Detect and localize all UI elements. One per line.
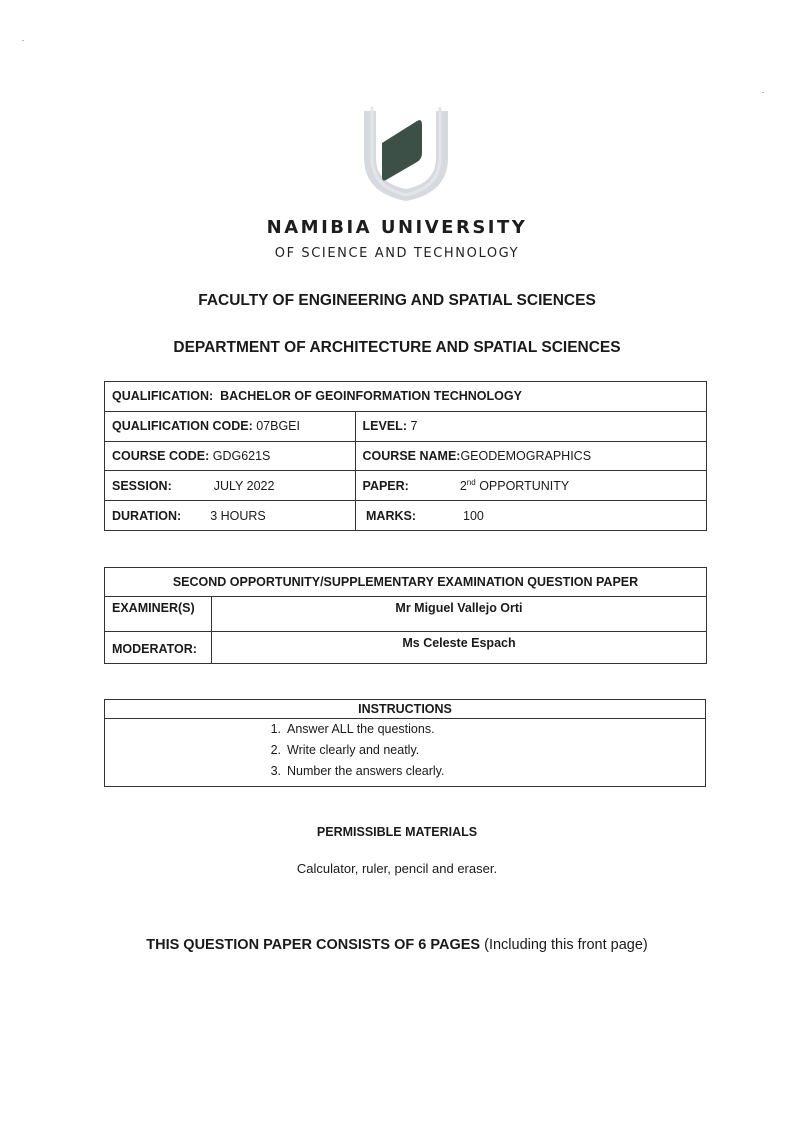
page-count-bold: THIS QUESTION PAPER CONSISTS OF 6 PAGES bbox=[146, 937, 481, 953]
qualification-table bbox=[104, 381, 707, 531]
duration-label: DURATION: bbox=[112, 508, 182, 523]
session-label: SESSION: bbox=[112, 478, 172, 493]
duration-cell bbox=[105, 501, 356, 531]
marks-label: MARKS: bbox=[366, 508, 417, 523]
page-count-note bbox=[0, 937, 794, 953]
scan-speck bbox=[22, 40, 24, 41]
marks-value: 100 bbox=[463, 508, 484, 523]
permissible-materials-title: PERMISSIBLE MATERIALS bbox=[316, 825, 478, 839]
qualification-row bbox=[105, 382, 707, 412]
qualification-cell bbox=[105, 382, 707, 412]
moderator-label: MODERATOR: bbox=[105, 632, 212, 664]
university-name: NAMIBIA UNIVERSITY bbox=[266, 217, 528, 238]
course-name-cell bbox=[355, 441, 706, 471]
instructions-box bbox=[104, 699, 706, 787]
exam-title-row bbox=[105, 568, 707, 597]
examination-table bbox=[104, 567, 707, 664]
examiner-value: Mr Miguel Vallejo Orti bbox=[211, 597, 706, 632]
instruction-number: 3. bbox=[270, 764, 281, 778]
duration-value: 3 HOURS bbox=[210, 508, 266, 523]
session-row bbox=[105, 471, 707, 501]
course-row bbox=[105, 441, 707, 471]
instruction-item bbox=[255, 719, 444, 740]
university-logo bbox=[360, 103, 452, 203]
course-name-label: COURSE NAME: bbox=[362, 448, 461, 463]
qualification-code-value: 07BGEI bbox=[256, 419, 300, 434]
level-value: 7 bbox=[410, 419, 418, 434]
scan-speck bbox=[762, 92, 764, 93]
examiner-row bbox=[105, 597, 707, 632]
instruction-number: 1. bbox=[270, 722, 281, 736]
instructions-list bbox=[255, 719, 444, 782]
department-heading: DEPARTMENT OF ARCHITECTURE AND SPATIAL SCIENCES bbox=[173, 339, 621, 356]
examiner-label: EXAMINER(S) bbox=[105, 597, 212, 632]
qualification-code-row bbox=[105, 411, 707, 441]
qualification-code-label: QUALIFICATION CODE: bbox=[112, 419, 253, 434]
paper-value-rest: OPPORTUNITY bbox=[479, 479, 570, 494]
duration-row bbox=[105, 501, 707, 531]
session-value: JULY 2022 bbox=[213, 478, 275, 493]
page-count-rest: (Including this front page) bbox=[484, 937, 648, 953]
instruction-text: Number the answers clearly. bbox=[287, 764, 445, 778]
level-cell bbox=[355, 411, 706, 441]
exam-title: SECOND OPPORTUNITY/SUPPLEMENTARY EXAMINATION QUESTION PAPER bbox=[105, 568, 707, 597]
moderator-row bbox=[105, 632, 707, 664]
instruction-text: Write clearly and neatly. bbox=[287, 743, 420, 757]
instruction-text: Answer ALL the questions. bbox=[287, 722, 435, 736]
course-code-cell bbox=[105, 441, 356, 471]
instruction-item bbox=[255, 740, 444, 761]
instruction-item bbox=[255, 761, 444, 782]
level-label: LEVEL: bbox=[362, 419, 407, 434]
qualification-code-cell bbox=[105, 411, 356, 441]
paper-value-ordinal: 2 bbox=[459, 479, 467, 494]
university-subtitle: OF SCIENCE AND TECHNOLOGY bbox=[274, 246, 520, 261]
paper-value-suffix: nd bbox=[466, 478, 476, 488]
paper-cell bbox=[355, 471, 706, 501]
qualification-label: QUALIFICATION: bbox=[112, 389, 214, 404]
course-name-value: GEODEMOGRAPHICS bbox=[460, 448, 592, 463]
instruction-number: 2. bbox=[270, 743, 281, 757]
marks-cell bbox=[355, 501, 706, 531]
paper-label: PAPER: bbox=[362, 479, 409, 494]
session-cell bbox=[105, 471, 356, 501]
course-code-label: COURSE CODE: bbox=[112, 448, 210, 463]
course-code-value: GDG621S bbox=[212, 448, 271, 463]
instructions-title: INSTRUCTIONS bbox=[105, 700, 705, 719]
moderator-value: Ms Celeste Espach bbox=[211, 632, 706, 664]
qualification-value: BACHELOR OF GEOINFORMATION TECHNOLOGY bbox=[220, 389, 522, 404]
faculty-heading: FACULTY OF ENGINEERING AND SPATIAL SCIENCES bbox=[198, 292, 596, 309]
permissible-materials-text: Calculator, ruler, pencil and eraser. bbox=[296, 861, 498, 876]
